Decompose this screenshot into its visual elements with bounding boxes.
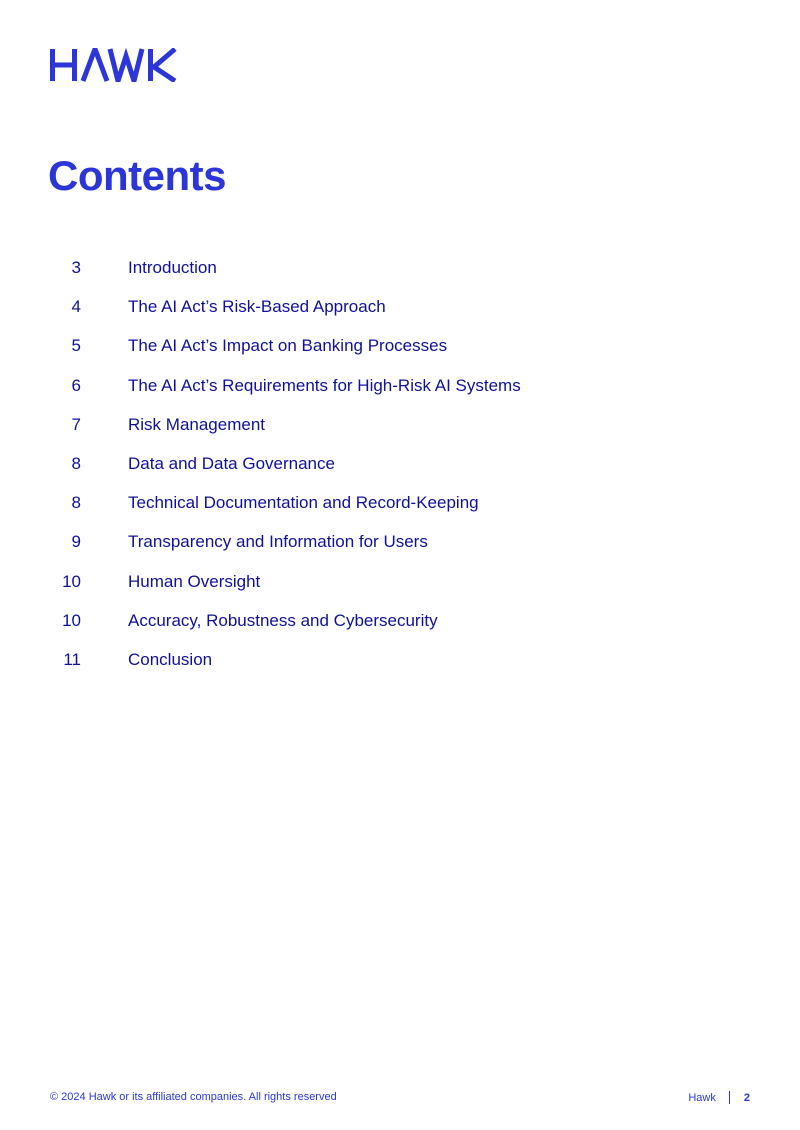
toc-page-number: 3: [71, 258, 81, 277]
toc-entry-title: Risk Management: [128, 414, 266, 434]
toc-entry-title: Accuracy, Robustness and Cybersecurity: [128, 610, 438, 630]
toc-item[interactable]: [0, 366, 800, 405]
toc-page-number: 10: [62, 610, 81, 630]
toc-entry-title: The AI Act’s Requirements for High-Risk AI Systems: [128, 375, 521, 395]
toc-entry-title: Human Oversight: [128, 571, 261, 591]
page-title: Contents: [48, 152, 226, 199]
toc-entry-title: Conclusion: [128, 649, 213, 669]
toc-item[interactable]: [0, 522, 800, 561]
toc-item[interactable]: [0, 287, 800, 326]
toc-entry-title: Transparency and Information for Users: [128, 532, 428, 552]
toc-page-number: 7: [71, 414, 81, 434]
toc-item[interactable]: [0, 444, 800, 483]
hawk-logo-icon: [50, 48, 177, 82]
toc-page-number: 10: [62, 571, 81, 591]
toc-item[interactable]: [0, 248, 800, 287]
toc-page-number: 5: [71, 336, 81, 356]
footer-page-number: 2: [743, 1091, 750, 1104]
toc-page-number: 11: [63, 649, 81, 669]
toc-item[interactable]: [0, 640, 800, 679]
hawk-logo: [50, 48, 177, 82]
footer-divider: [729, 1091, 730, 1104]
toc-item[interactable]: [0, 562, 800, 601]
toc-page-number: 8: [71, 453, 81, 473]
toc-entry-title: Data and Data Governance: [128, 453, 335, 473]
toc-item[interactable]: [0, 601, 800, 640]
toc-page-number: 6: [71, 375, 81, 395]
footer-right: [688, 1091, 750, 1104]
toc-entry-title: Introduction: [128, 258, 217, 277]
table-of-contents: [0, 248, 800, 679]
footer-company: Hawk: [688, 1091, 716, 1104]
toc-item[interactable]: [0, 483, 800, 522]
toc-item[interactable]: [0, 326, 800, 365]
toc-entry-title: Technical Documentation and Record-Keeping: [128, 493, 479, 513]
toc-item[interactable]: [0, 405, 800, 444]
toc-page-number: 4: [71, 297, 81, 317]
toc-entry-title: The AI Act’s Impact on Banking Processes: [128, 336, 448, 356]
toc-page-number: 8: [71, 493, 81, 513]
toc-page-number: 9: [71, 532, 81, 552]
toc-entry-title: The AI Act’s Risk-Based Approach: [128, 297, 386, 317]
footer-copyright: © 2024 Hawk or its affiliated companies. All rights reserved: [50, 1091, 337, 1103]
